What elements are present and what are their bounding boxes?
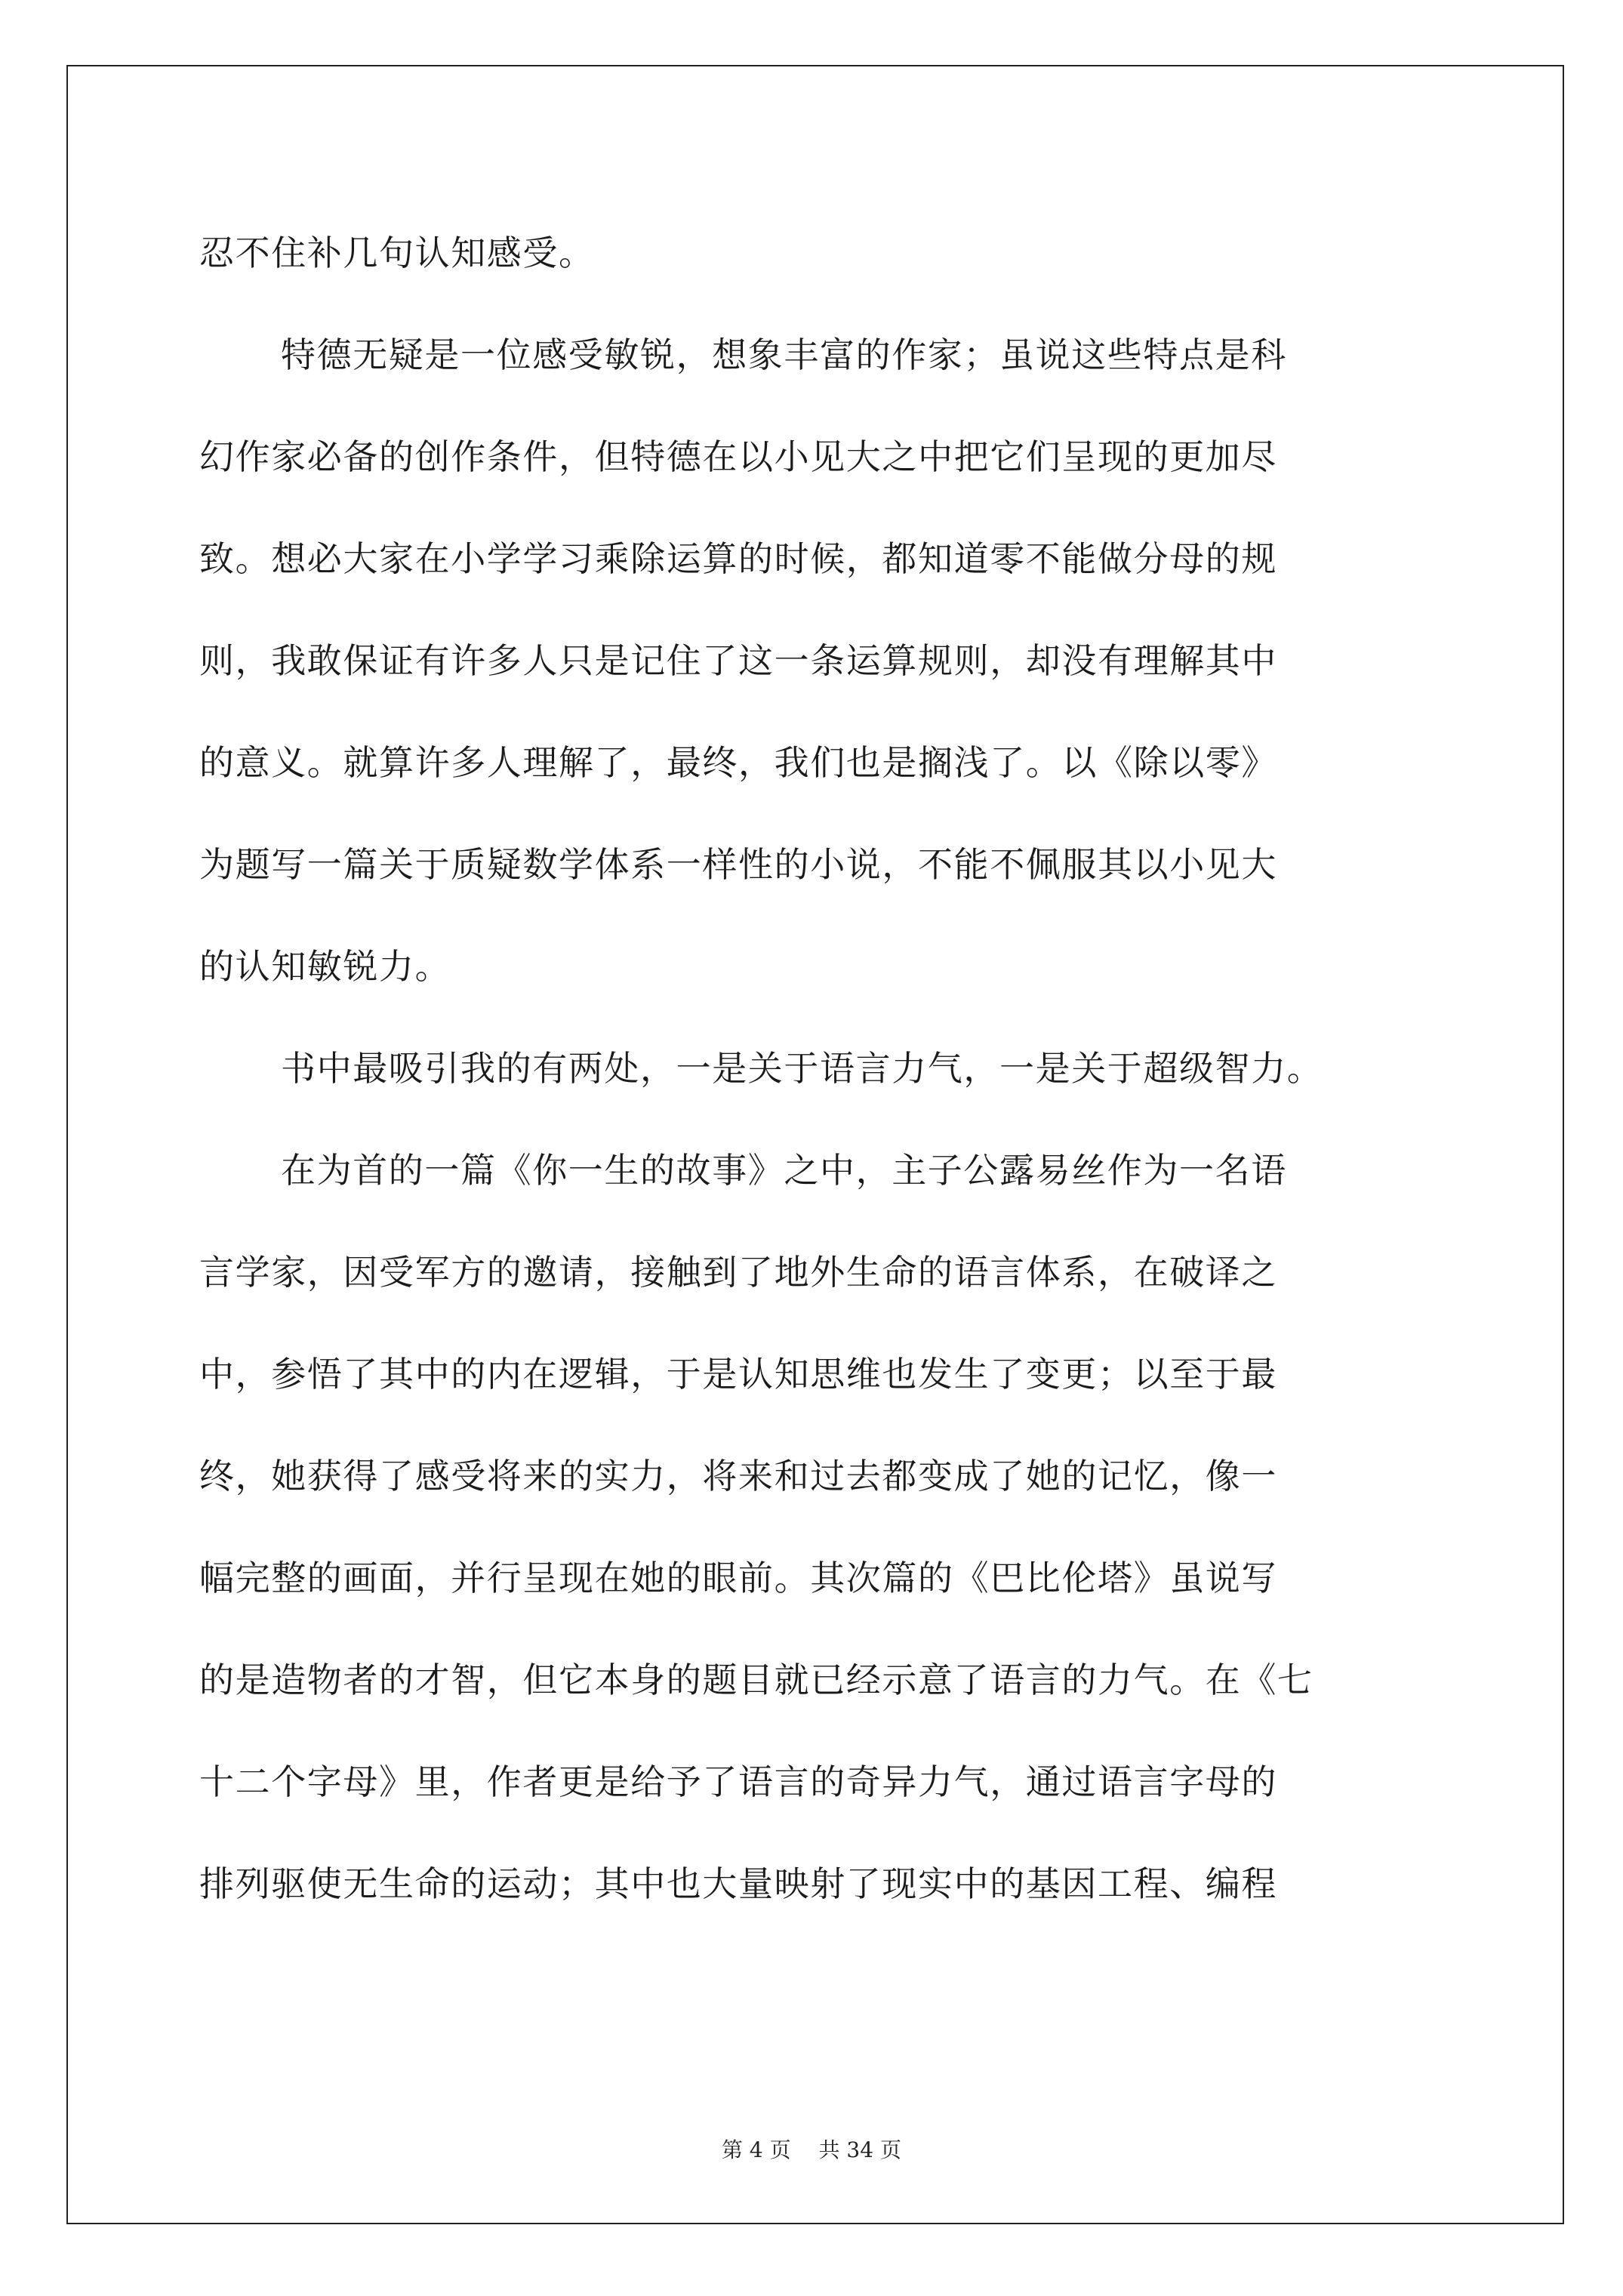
text-line: 特德无疑是一位感受敏锐，想象丰富的作家；虽说这些特点是科 xyxy=(281,334,1287,375)
document-body xyxy=(199,202,1467,1935)
text-line: 言学家，因受军方的邀请，接触到了地外生命的语言体系，在破译之 xyxy=(199,1252,1277,1293)
text-line: 幻作家必备的创作条件，但特德在以小见大之中把它们呈现的更加尽 xyxy=(199,436,1277,477)
text-line: 排列驱使无生命的运动；其中也大量映射了现实中的基因工程、编程 xyxy=(199,1863,1277,1904)
text-line: 忍不住补几句认知感受。 xyxy=(199,233,595,273)
text-line: 书中最吸引我的有两处，一是关于语言力气，一是关于超级智力。 xyxy=(281,1048,1323,1089)
page-number-footer: 第 4 页 共 34 页 xyxy=(722,2137,901,2162)
text-line: 幅完整的画面，并行呈现在她的眼前。其次篇的《巴比伦塔》虽说写 xyxy=(199,1558,1277,1598)
text-line: 则，我敢保证有许多人只是记住了这一条运算规则，却没有理解其中 xyxy=(199,640,1277,681)
text-line: 的认知敏锐力。 xyxy=(199,946,451,987)
text-line: 中，参悟了其中的内在逻辑，于是认知思维也发生了变更；以至于最 xyxy=(199,1354,1277,1395)
text-line: 的是造物者的才智，但它本身的题目就已经示意了语言的力气。在《七 xyxy=(199,1660,1313,1700)
text-line: 的意义。就算许多人理解了，最终，我们也是搁浅了。以《除以零》 xyxy=(199,742,1277,783)
text-line: 为题写一篇关于质疑数学体系一样性的小说，不能不佩服其以小见大 xyxy=(199,844,1277,885)
text-line: 终，她获得了感受将来的实力，将来和过去都变成了她的记忆，像一 xyxy=(199,1456,1277,1496)
text-line: 十二个字母》里，作者更是给予了语言的奇异力气，通过语言字母的 xyxy=(199,1761,1277,1802)
text-line: 致。想必大家在小学学习乘除运算的时候，都知道零不能做分母的规 xyxy=(199,538,1277,579)
text-line: 在为首的一篇《你一生的故事》之中，主子公露易丝作为一名语 xyxy=(281,1150,1287,1191)
